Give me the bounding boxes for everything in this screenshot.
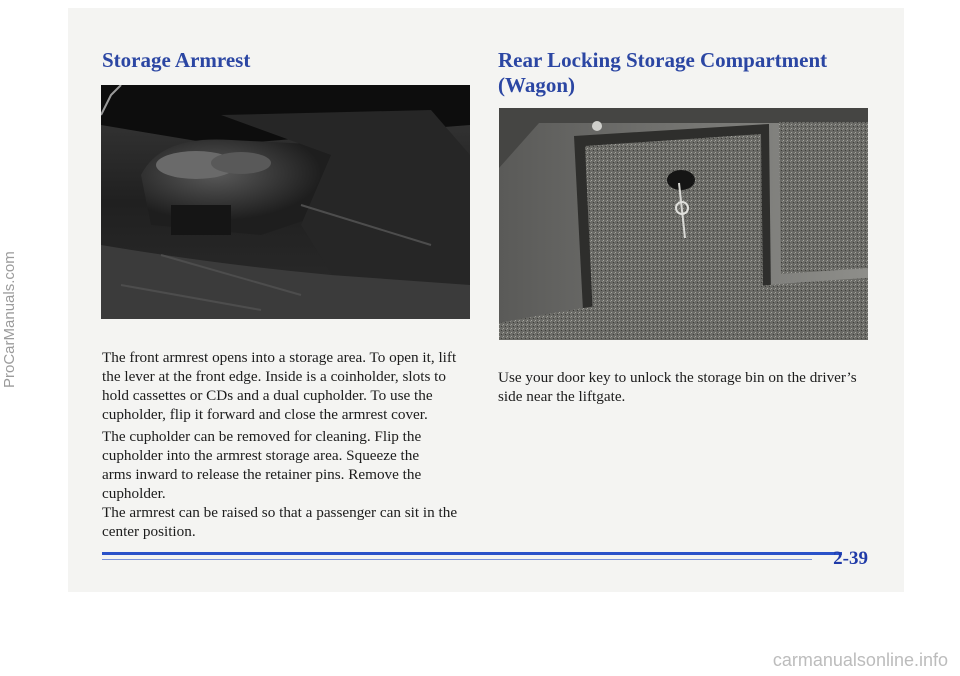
side-watermark-text: ProCarManuals.com xyxy=(1,251,18,388)
side-watermark xyxy=(0,160,22,390)
armrest-photo xyxy=(101,85,470,319)
rear-storage-heading-line1: Rear Locking Storage Compartment xyxy=(498,48,828,72)
armrest-paragraph-2: The cupholder can be removed for cleaning. Flip the cupholder into the armrest storage area. Squeeze the arms inward to release the retainer pins. Remove the cupholder. xyxy=(102,428,422,502)
storage-armrest-heading: Storage Armrest xyxy=(102,48,251,72)
footer-rule-top xyxy=(102,552,842,555)
bottom-watermark: carmanualsonline.info xyxy=(772,650,948,670)
page-number: 2-39 xyxy=(833,548,868,569)
armrest-paragraph-3: The armrest can be raised so that a passenger can sit in the center position. xyxy=(102,504,458,540)
footer-rule-bottom xyxy=(102,559,812,560)
armrest-paragraph-1: The front armrest opens into a storage area. To open it, lift the lever at the front edge. Inside is a coinholder, slots to hold cassettes or CDs and a dual cupholder. To use the cupholder, flip it forward and close the armrest cover. xyxy=(102,349,457,423)
storage-compartment-photo xyxy=(499,108,868,340)
rear-storage-paragraph-1: Use your door key to unlock the storage bin on the driver’s side near the liftgate. xyxy=(498,369,857,405)
rear-storage-heading-line2: (Wagon) xyxy=(498,73,576,97)
